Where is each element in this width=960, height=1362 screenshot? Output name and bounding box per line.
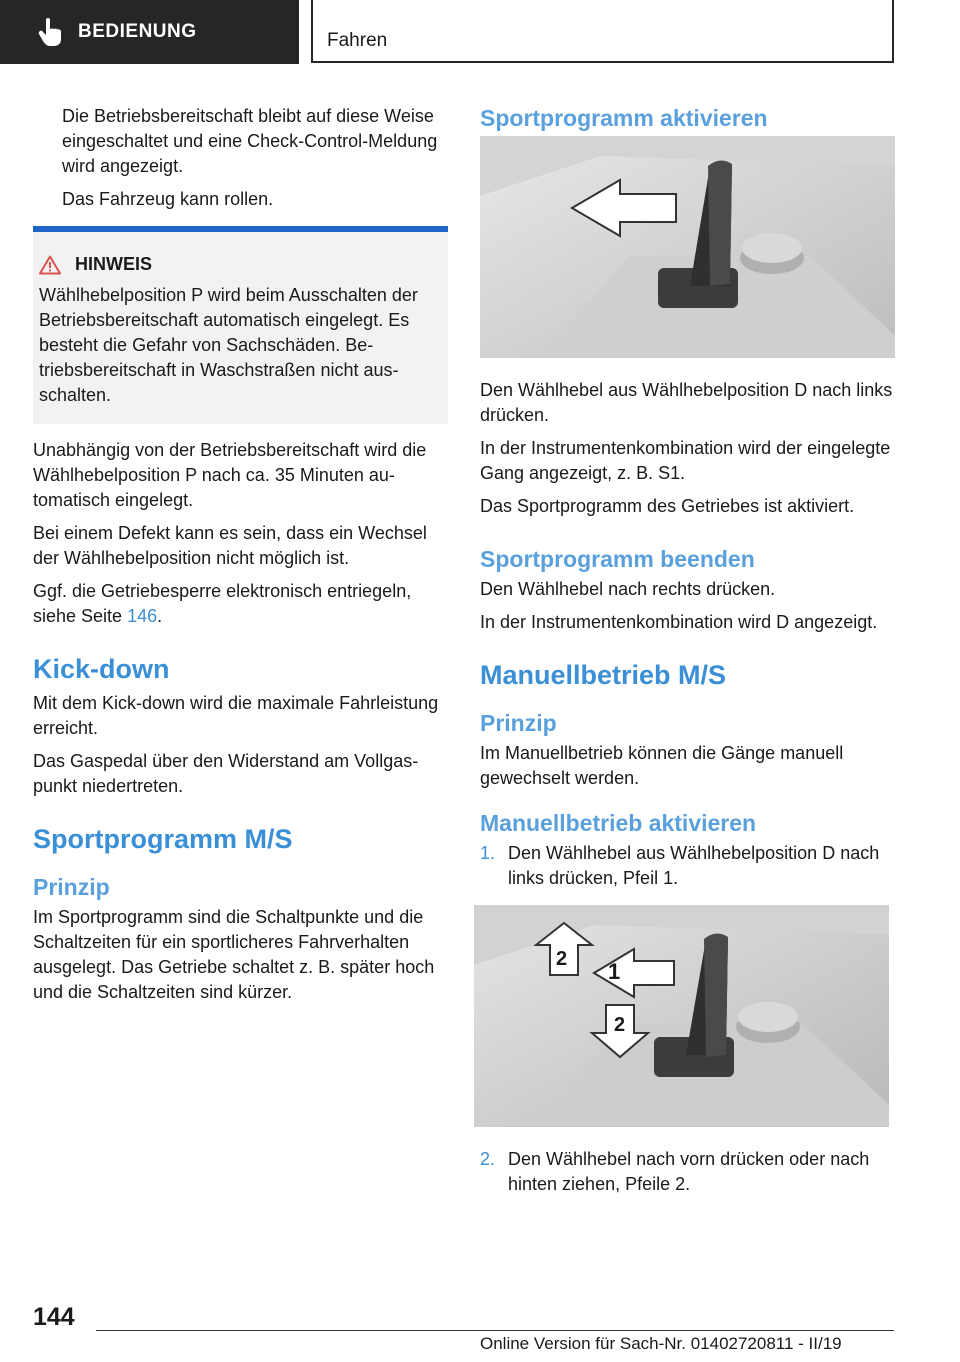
list-item — [480, 841, 895, 891]
heading-sport-end: Sportprogramm beenden — [480, 546, 755, 572]
paragraph: Die Betriebsbereitschaft bleibt auf diese Weise eingeschaltet und eine Check-Control-Meldung wird angezeigt. — [62, 106, 438, 176]
gear-selector-photo-icon — [480, 136, 895, 358]
heading-prinzip: Prinzip — [33, 874, 110, 900]
chapter-title: Fahren — [327, 30, 388, 51]
paragraph: Ggf. die Getriebesperre elektronisch entriegeln, siehe Seite 146. — [33, 581, 412, 626]
heading-sportprogramm: Sportprogramm M/S — [33, 824, 293, 854]
paragraph: Unabhängig von der Betriebsbereitschaft wird die Wählhebelposition P nach ca. 35 Minuten automatisch eingelegt. — [33, 440, 427, 510]
step-text: Den Wählhebel nach vorn drücken oder nach hinten ziehen, Pfeile 2. — [508, 1149, 870, 1194]
gear-selector-arrows-photo-icon — [474, 905, 889, 1127]
note-header — [39, 252, 440, 277]
paragraph: In der Instrumentenkombination wird D angezeigt. — [480, 612, 878, 632]
hand-pointer-icon — [38, 17, 64, 47]
list-item — [480, 1147, 895, 1197]
heading-manuellbetrieb: Manuellbetrieb M/S — [480, 660, 727, 690]
note-box — [33, 226, 448, 424]
step-number: 2. — [480, 1149, 496, 1169]
arrow-label-2a: 2 — [556, 948, 568, 970]
paragraph: Bei einem Defekt kann es sein, dass ein Wechsel der Wählhebelposition nicht möglich ist. — [33, 523, 427, 568]
paragraph: Das Fahrzeug kann rollen. — [62, 189, 274, 209]
heading-sport-activate: Sportprogramm aktivieren — [480, 105, 768, 131]
left-column — [33, 104, 448, 1013]
warning-triangle-icon — [39, 255, 61, 275]
page-number: 144 — [33, 1303, 75, 1331]
step-number: 1. — [480, 843, 496, 863]
paragraph: Den Wählhebel nach rechts drücken. — [480, 579, 776, 599]
paragraph: Im Sportprogramm sind die Schaltpunkte und die Schaltzeiten für ein sportlicheres Fahrverhalten ausgelegt. Das Getriebe schaltet z. B. später hoch und die Schaltzeiten sind kürzer. — [33, 907, 435, 1002]
step-text: Den Wählhebel aus Wählhebelposition D nach links drücken, Pfeil 1. — [508, 843, 880, 888]
paragraph: In der Instrumentenkombination wird der eingelegte Gang angezeigt, z. B. S1. — [480, 438, 891, 483]
heading-kickdown: Kick-down — [33, 654, 170, 684]
page-link[interactable]: 146 — [127, 606, 158, 626]
footer-version: Online Version für Sach-Nr. 01402720811 - II/19 — [480, 1334, 842, 1353]
section-title: BEDIENUNG — [78, 21, 197, 42]
paragraph: Den Wählhebel aus Wählhebelposition D nach links drücken. — [480, 380, 893, 425]
paragraph: Im Manuellbetrieb können die Gänge manuell gewechselt werden. — [480, 743, 844, 788]
paragraph: Das Gaspedal über den Widerstand am Vollgaspunkt niedertreten. — [33, 751, 419, 796]
paragraph: Mit dem Kick-down wird die maximale Fahrleistung erreicht. — [33, 693, 439, 738]
heading-manual-activate: Manuellbetrieb aktivieren — [480, 810, 757, 836]
footer-divider — [96, 1330, 894, 1331]
note-text: Wählhebelposition P wird beim Ausschalten der Betriebsbereitschaft automatisch eingelegt. Es besteht die Gefahr von Sachschäden. Betriebsbereitschaft in Waschstraßen nicht ausschalten. — [39, 285, 418, 405]
arrow-label-1: 1 — [608, 959, 621, 984]
chapter-tab — [311, 0, 894, 63]
note-title: HINWEIS — [75, 254, 153, 274]
arrow-label-2b: 2 — [614, 1014, 626, 1036]
heading-prinzip-right: Prinzip — [480, 710, 557, 736]
right-column — [480, 104, 895, 1205]
paragraph: Das Sportprogramm des Getriebes ist aktiviert. — [480, 496, 855, 516]
section-tab — [0, 0, 299, 64]
